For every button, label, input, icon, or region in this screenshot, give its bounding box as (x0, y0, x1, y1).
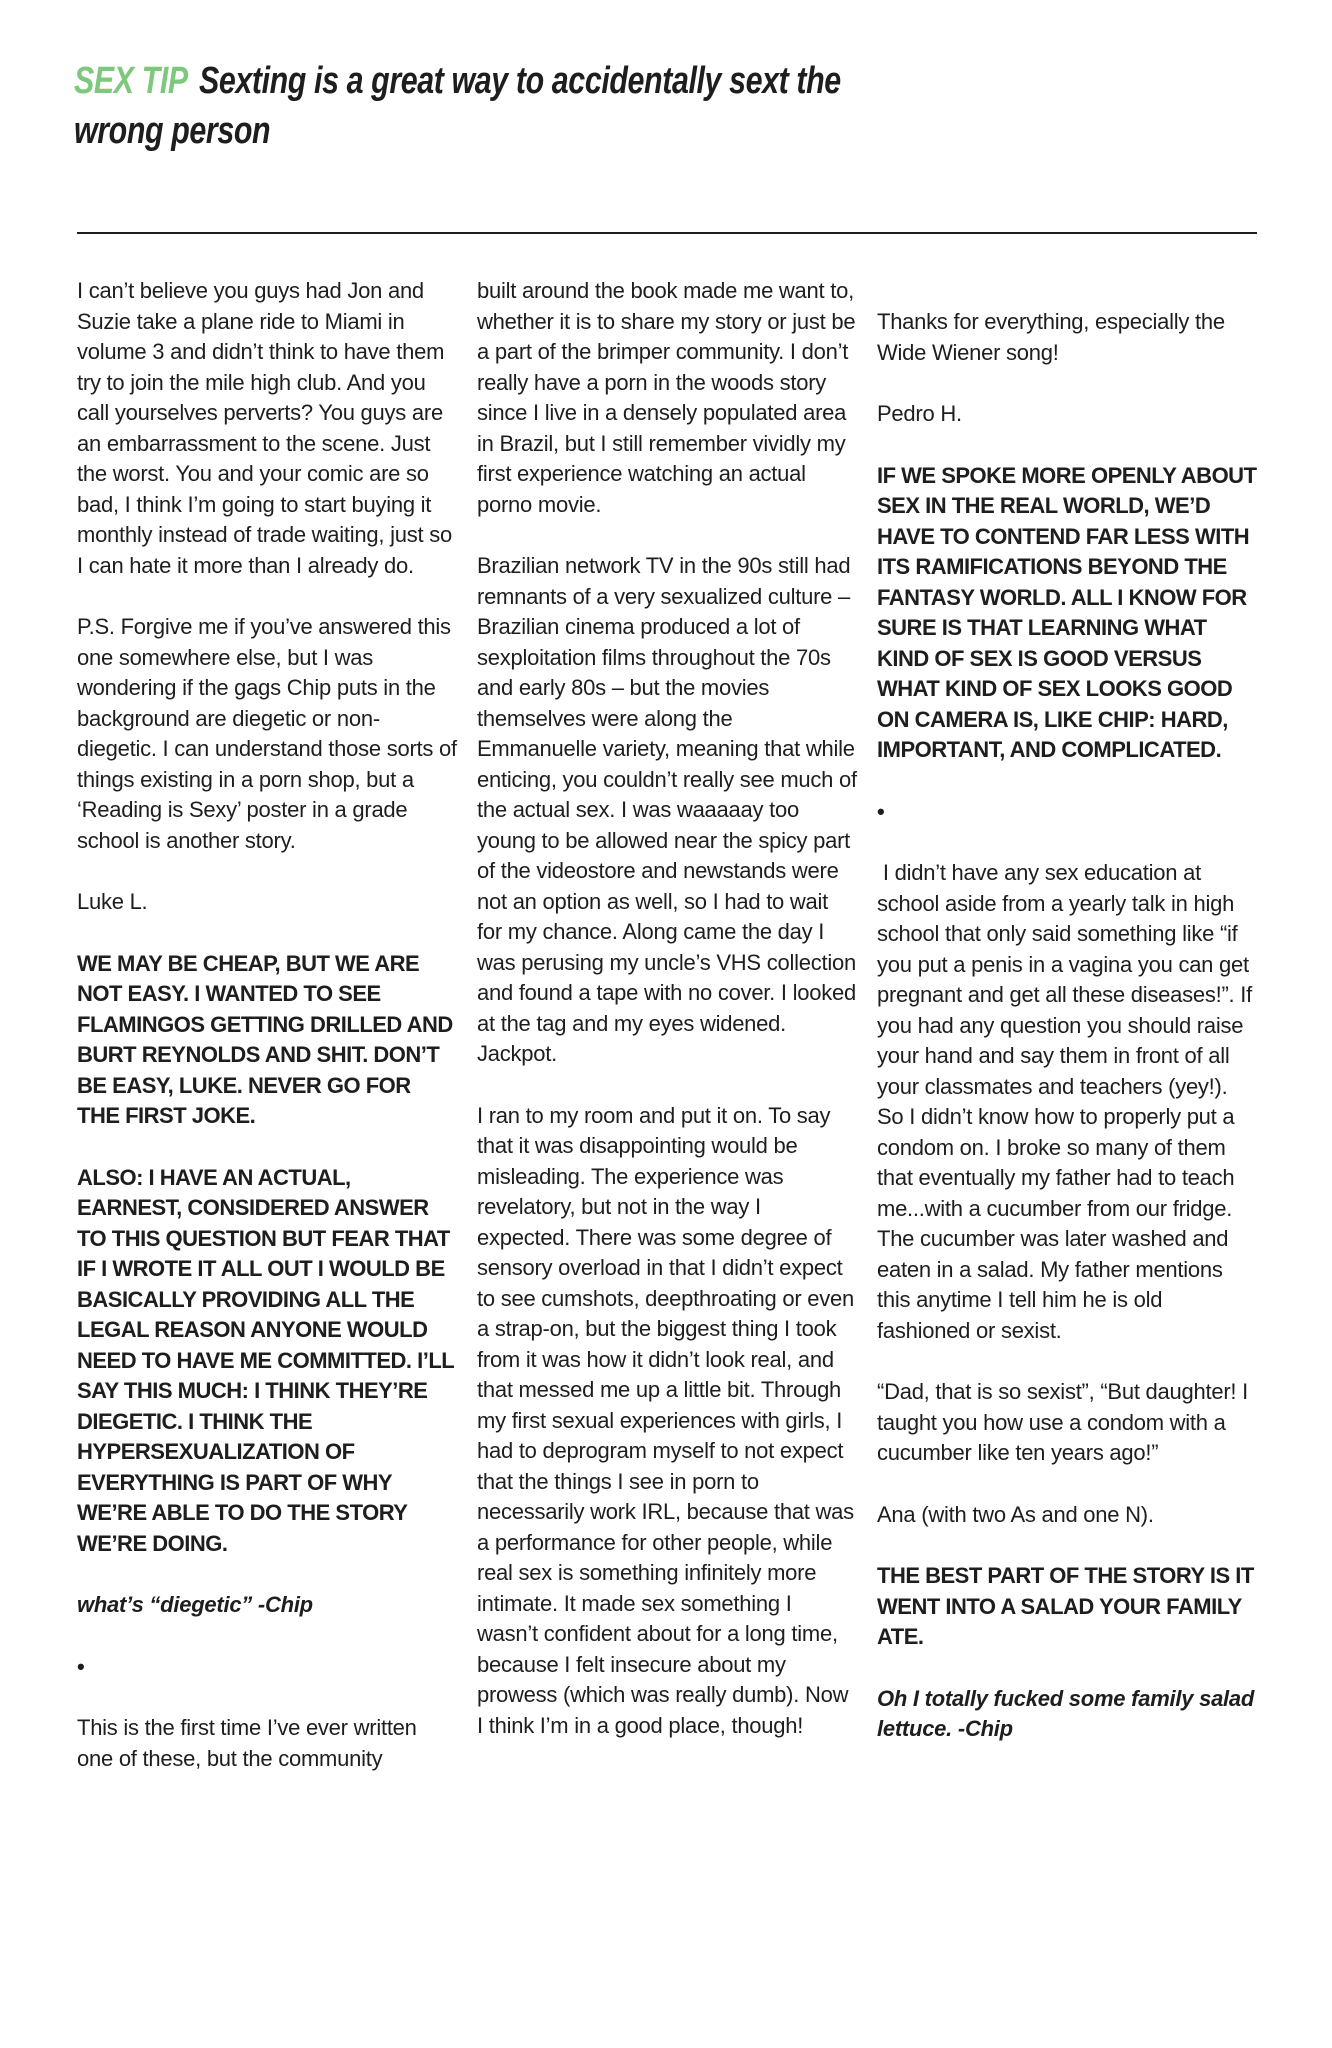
letter-paragraph: P.S. Forgive me if you’ve answered this one somewhere else, but I was wondering if the gags Chip puts in the background are diegetic or non-diegetic. I can understand those sorts of things existing in a porn shop, but a ‘Reading is Sexy’ poster in a grade school is another story. (77, 614, 463, 853)
editor-reply: WE MAY BE CHEAP, BUT WE ARE NOT EASY. I WANTED TO SEE FLAMINGOS GETTING DRILLED AND BURT REYNOLDS AND SHIT. DON’T BE EASY, LUKE. NEVER GO FOR THE FIRST JOKE. (77, 950, 459, 1128)
chip-note: Oh I totally fucked some family salad lettuce. -Chip (877, 1685, 1260, 1741)
letters-column-3 (877, 276, 1263, 1805)
editor-reply: THE BEST PART OF THE STORY IS IT WENT INTO A SALAD YOUR FAMILY ATE. (877, 1563, 1260, 1649)
letter-signature: Pedro H. (877, 401, 962, 426)
letter-paragraph: I didn’t have any sex education at school aside from a yearly talk in high school that only said something like “if you put a penis in a vagina you can get pregnant and get all these diseases!”. If you had any question you should raise your hand and say them in front of all your classmates and teachers (yey!). So I didn’t know how to properly put a condom on. I broke so many of them that eventually my father had to teach me...with a cucumber from our fridge. The cucumber was later washed and eaten in a salad. My father mentions this anytime I tell him he is old fashioned or sexist. (877, 860, 1258, 1343)
page-header (74, 56, 841, 156)
letters-column-1 (77, 276, 463, 1805)
editor-reply: ALSO: I HAVE AN ACTUAL, EARNEST, CONSIDERED ANSWER TO THIS QUESTION BUT FEAR THAT IF I WROTE IT ALL OUT I WOULD BE BASICALLY PROVIDING ALL THE LEGAL REASON ANYONE WOULD NEED TO HAVE ME COMMITTED. I’LL SAY THIS MUCH: I THINK THEY’RE DIEGETIC. I THINK THE HYPERSEXUALIZATION OF EVERYTHING IS PART OF WHY WE’RE ABLE TO DO THE STORY WE’RE DOING. (77, 1164, 460, 1556)
letter-signature: Luke L. (77, 889, 148, 914)
letter-paragraph: Brazilian network TV in the 90s still had remnants of a very sexualized culture – Brazilian cinema produced a lot of sexploitation films throughout the 70s and early 80s – but the movies themselves were along the Emmanuelle variety, meaning that while enticing, you couldn’t really see much of the actual sex. I was waaaaay too young to be allowed near the spicy part of the videostore and newstands were not an option as well, so I had to wait for my chance. Along came the day I was perusing my uncle’s VHS collection and found a tape with no cover. I looked at the tag and my eyes widened. Jackpot. (477, 553, 863, 1066)
letter-signature: Ana (with two As and one N). (877, 1501, 1154, 1527)
page-title-line1: Sexting is a great way to accidentally sext the (198, 60, 841, 102)
section-divider-bullet: • (877, 798, 885, 824)
letters-columns (77, 276, 1263, 1805)
editor-reply: IF WE SPOKE MORE OPENLY ABOUT SEX IN THE REAL WORLD, WE’D HAVE TO CONTEND FAR LESS WITH ITS RAMIFICATIONS BEYOND THE FANTASY WORLD. ALL I KNOW FOR SURE IS THAT LEARNING WHAT KIND OF SEX IS GOOD VERSUS WHAT KIND OF SEX LOOKS GOOD ON CAMERA IS, LIKE CHIP: HARD, IMPORTANT, AND COMPLICATED. (877, 462, 1263, 762)
letter-paragraph: “Dad, that is so sexist”, “But daughter! I taught you how use a condom with a cucumber like ten years ago!” (877, 1379, 1254, 1465)
divider-rule (77, 232, 1257, 234)
sex-tip-label: SEX TIP (74, 60, 188, 102)
letter-paragraph: Thanks for everything, especially the Wide Wiener song! (877, 309, 1231, 365)
page-title-line2: wrong person (74, 110, 271, 152)
letter-paragraph: This is the first time I’ve ever written one of these, but the community (77, 1715, 423, 1771)
chip-note: what’s “diegetic” -Chip (77, 1592, 313, 1617)
section-divider-bullet: • (77, 1653, 85, 1679)
letters-column-2 (477, 276, 863, 1805)
letter-paragraph: I can’t believe you guys had Jon and Suzie take a plane ride to Miami in volume 3 and didn’t think to have them try to join the mile high club. And you call yourselves perverts? You guys are an embarrassment to the scene. Just the worst. You and your comic are so bad, I think I’m going to start buying it monthly instead of trade waiting, just so I can hate it more than I already do. (77, 278, 458, 578)
letter-paragraph: I ran to my room and put it on. To say that it was disappointing would be misleading. The experience was revelatory, but not in the way I expected. There was some degree of sensory overload in that I didn’t expect to see cumshots, deepthroating or even a strap-on, but the biggest thing I took from it was how it didn’t look real, and that messed me up a little bit. Through my first sexual experiences with girls, I had to deprogram myself to not expect that the things I see in porn to necessarily work IRL, because that was a performance for other people, while real sex is something infinitely more intimate. It made sex something I wasn’t confident about for a long time, because I felt insecure about my prowess (which was really dumb). Now I think I’m in a good place, though! (477, 1102, 860, 1738)
letter-paragraph: built around the book made me want to, whether it is to share my story or just be a part of the brimper community. I don’t really have a porn in the woods story since I live in a densely populated area in Brazil, but I still remember vividly my first experience watching an actual porno movie. (477, 278, 862, 517)
